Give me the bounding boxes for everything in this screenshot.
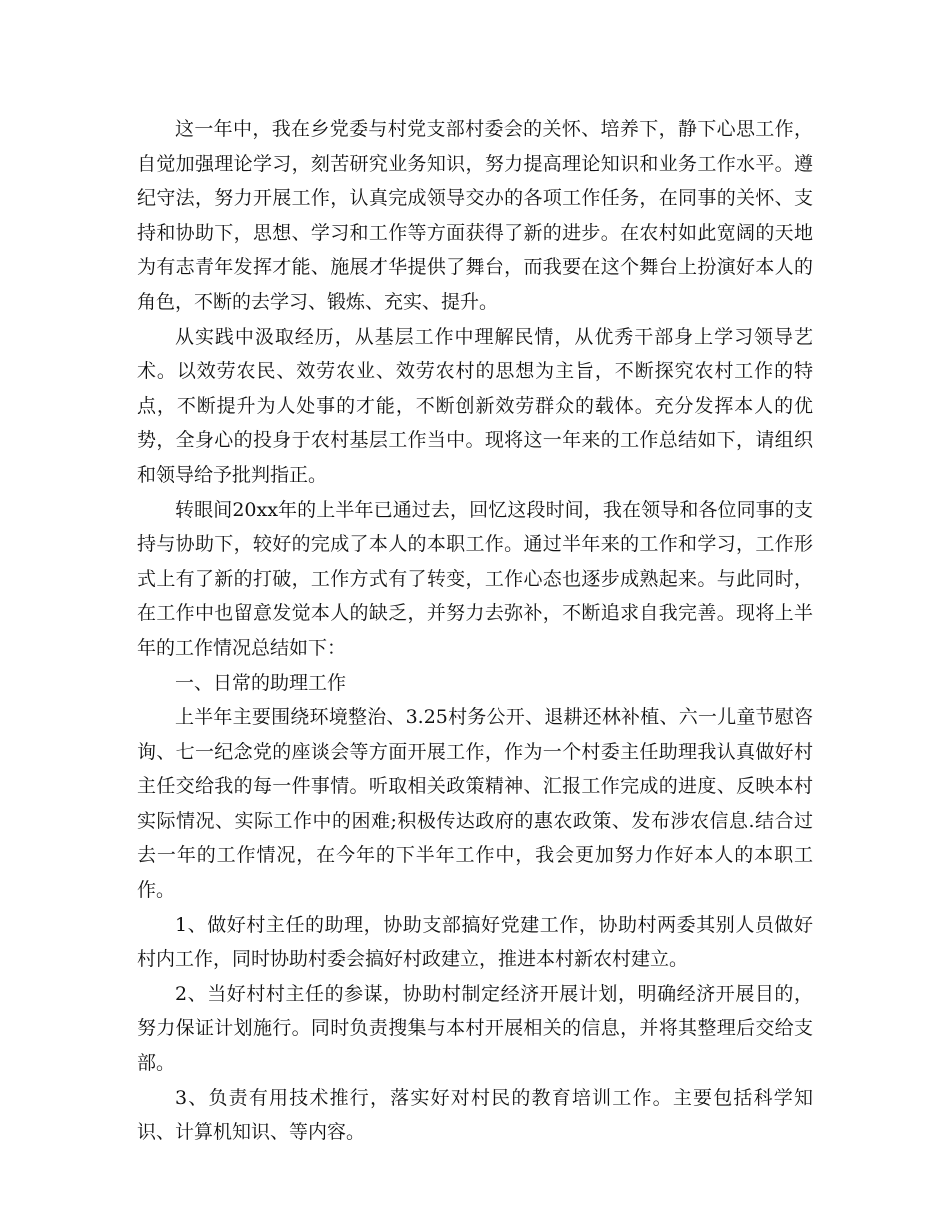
paragraph-daily-work: 上半年主要围绕环境整治、3.25村务公开、退耕还林补植、六一儿童节慰咨询、七一纪念党的座谈会等方面开展工作，作为一个村委主任助理我认真做好村主任交给我的每一件事情。听取相关政策精神、汇报工作完成的进度、反映本村实际情况、实际工作中的困难;积极传达政府的惠农政策、发布涉农信息.结合过去一年的工作情况，在今年的下半年工作中，我会更加努力作好本人的本职工作。 [137,706,813,902]
paragraph-intro: 这一年中，我在乡党委与村党支部村委会的关怀、培养下，静下心思工作，自觉加强理论学习，刻苦研究业务知识，努力提高理论知识和业务工作水平。遵纪守法，努力开展工作，认真完成领导交办的各项工作任务，在同事的关怀、支持和协助下，思想、学习和工作等方面获得了新的进步。在农村如此宽阔的天地为有志青年发挥才能、施展才华提供了舞台，而我要在这个舞台上扮演好本人的角色，不断的去学习、锻炼、充实、提升。 [137,118,813,313]
list-item-2: 2、当好村村主任的参谋，协助村制定经济开展计划，明确经济开展目的，努力保证计划施行。同时负责搜集与本村开展相关的信息，并将其整理后交给支部。 [137,982,813,1075]
paragraph-half-year: 转眼间20xx年的上半年已通过去，回忆这段时间，我在领导和各位同事的支持与协助下，较好的完成了本人的本职工作。通过半年来的工作和学习，工作形式上有了新的打破，工作方式有了转变，工作心态也逐步成熟起来。与此同时，在工作中也留意发觉本人的缺乏，并努力去弥补，不断追求自我完善。现将上半年的工作情况总结如下： [137,498,813,659]
section-heading-daily-work: 一、日常的助理工作 [175,671,347,694]
list-item-3: 3、负责有用技术推行，落实好对村民的教育培训工作。主要包括科学知识、计算机知识、等内容。 [137,1086,813,1144]
document-page [137,112,813,1150]
list-item-1: 1、做好村主任的助理，协助支部搞好党建工作，协助村两委其别人员做好村内工作，同时协助村委会搞好村政建立，推进本村新农村建立。 [137,913,813,971]
paragraph-practice: 从实践中汲取经历，从基层工作中理解民情，从优秀干部身上学习领导艺术。以效劳农民、效劳农业、效劳农村的思想为主旨，不断探究农村工作的特点，不断提升为人处事的才能，不断创新效劳群众的载体。充分发挥本人的优势，全身心的投身于农村基层工作当中。现将这一年来的工作总结如下，请组织和领导给予批判指正。 [137,325,813,486]
